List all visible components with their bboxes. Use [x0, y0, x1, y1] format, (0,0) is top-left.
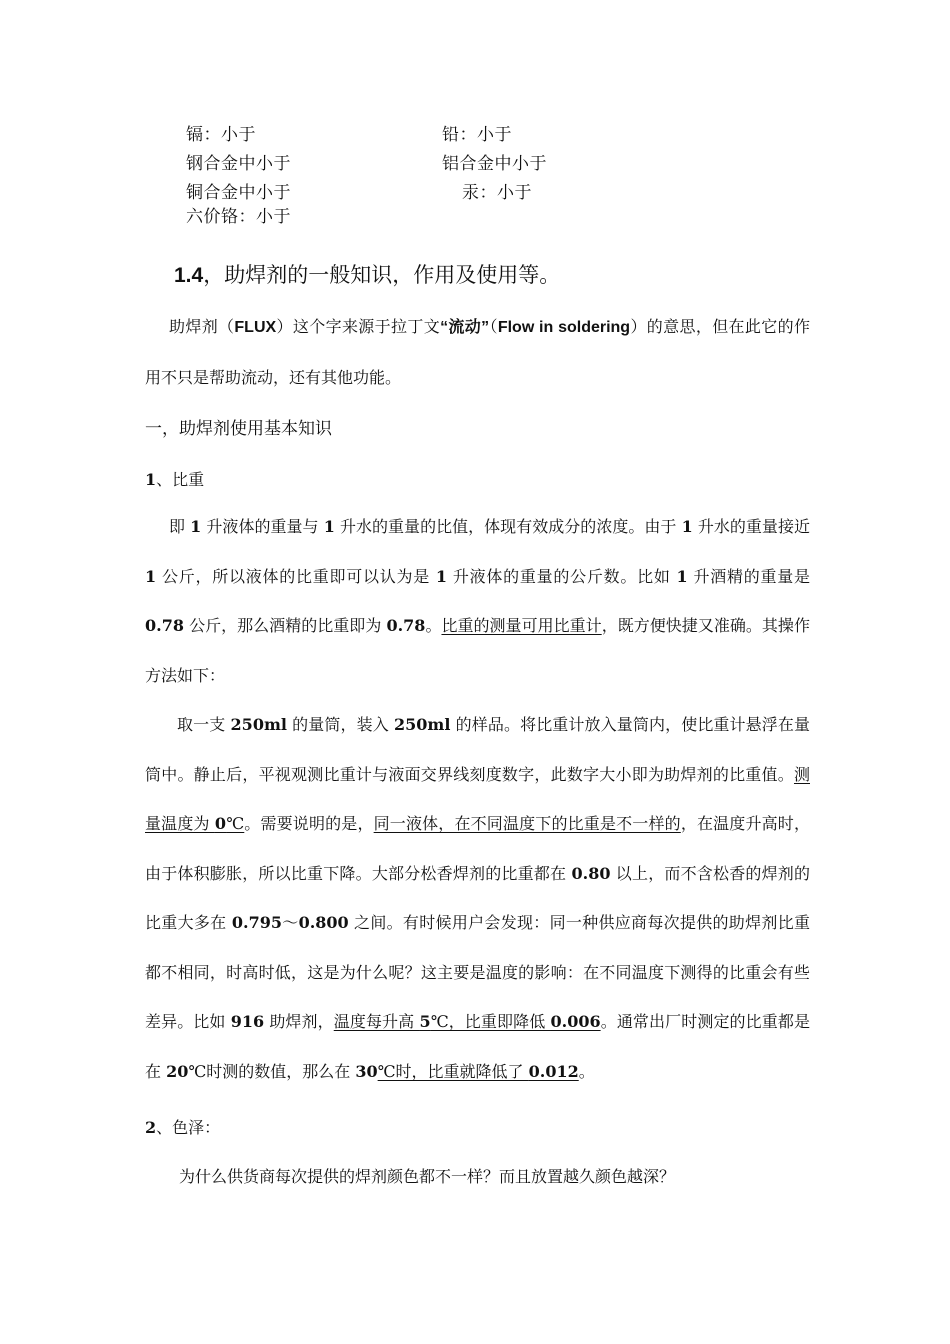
measurement-paragraph: 取一支 250ml 的量筒，装入 250ml 的样品。将比重计放入量筒内，使比重计悬浮在量筒中。静止后，平视观测比重计与液面交界线刻度数字，此数字大小即为助焊剂的比重值。测量温度为 0℃。需要说明的是，同一液体，在不同温度下的比重是不一样的，在温度升高时，由于体积膨胀，所以比重下降。大部分松香焊剂的比重都在 0.80 以上，而不含松香的焊剂的比重大多在 0.795～0.800 之间。有时候用户会发现：同一种供应商每次提供的助焊剂比重都不相同，时高时低，这是为什么呢？这主要是温度的影响：在不同温度下测得的比重会有些差异。比如 916 助焊剂，温度每升高 5℃，比重即降低 0.006。通常出厂时测定的比重都是在 20℃时测的数值，那么在 30℃时，比重就降低了 0.012。: [145, 715, 811, 1081]
gravity-change-note: 温度每升高 5℃，比重即降低 0.006: [333, 1012, 601, 1031]
flow-in-soldering-term: Flow in soldering: [497, 319, 631, 336]
measurement-temperature-note: 测量温度为 0℃: [145, 764, 810, 833]
section-heading-1-4: [174, 259, 560, 289]
subsection-color: 2、色泽：: [145, 1118, 221, 1137]
color-question: 为什么供货商每次提供的焊剂颜色都不一样？而且放置越久颜色越深？: [179, 1167, 676, 1186]
flux-term: FLUX: [234, 319, 277, 336]
limit-aluminum-alloy: 铝合金中小于: [442, 154, 547, 174]
limit-copper-alloy: 铜合金中小于: [186, 183, 291, 203]
hydrometer-note: 比重的测量可用比重计: [441, 616, 602, 635]
heading-text: ，助焊剂的一般知识，作用及使用等。: [203, 263, 561, 287]
limit-cadmium: 镉：小于: [186, 125, 256, 145]
limit-steel-alloy: 钢合金中小于: [186, 154, 291, 174]
limit-mercury: 汞：小于: [462, 183, 532, 203]
limit-lead: 铅：小于: [442, 125, 512, 145]
temperature-dependence-note: 同一液体，在不同温度下的比重是不一样的: [373, 814, 681, 833]
heading-number: 1.4: [174, 264, 204, 287]
intro-paragraph: 助焊剂（FLUX）这个字来源于拉丁文“流动”（Flow in soldering）的意思，但在此它的作用不只是帮助流动，还有其他功能。: [145, 317, 810, 387]
section-title-basic-knowledge: 一，助焊剂使用基本知识: [145, 419, 332, 439]
limit-hexavalent-chromium: 六价铬：小于: [186, 207, 291, 227]
subsection-specific-gravity: 1、比重: [145, 470, 205, 489]
gravity-drop-note: ℃时，比重就降低了 0.012: [377, 1061, 579, 1081]
specific-gravity-paragraph: 即 1 升液体的重量与 1 升水的重量的比值，体现有效成分的浓度。由于 1 升水的重量接近 1 公斤，所以液体的比重即可以认为是 1 升液体的重量的公斤数。比如 1 升酒精的重量是 0.78 公斤，那么酒精的比重即为 0.78。比重的测量可用比重计，既方便快捷又准确。其操作方法如下：: [145, 517, 810, 685]
